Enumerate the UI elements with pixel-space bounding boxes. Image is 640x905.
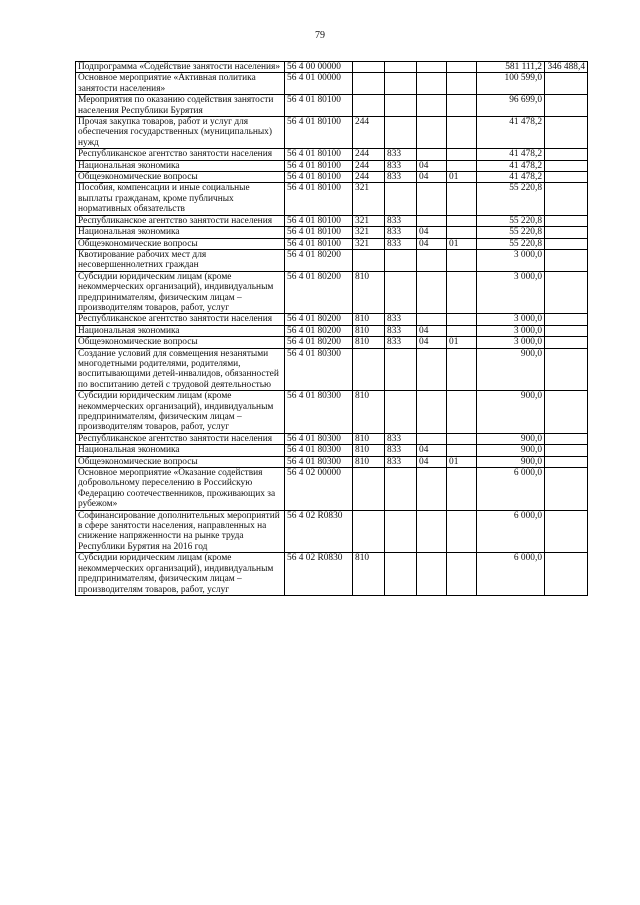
amount-cell: 3 000,0 [477,325,545,336]
amount-next-year-cell [545,249,588,271]
row-name-cell: Национальная экономика [76,227,285,238]
table-row [76,160,588,171]
row-name-cell: Национальная экономика [76,445,285,456]
section-code-cell [417,468,447,511]
table-row [76,215,588,226]
amount-next-year-cell [545,95,588,117]
table-row [76,553,588,596]
subsection-code-cell [447,95,477,117]
target-article-code-cell: 56 4 01 80200 [285,337,353,348]
expense-type-code-cell: 321 [353,215,385,226]
table-row [76,348,588,391]
section-code-cell [417,391,447,434]
expense-type-code-cell [353,249,385,271]
subsection-code-cell [447,227,477,238]
expense-type-code-cell: 810 [353,391,385,434]
target-article-code-cell: 56 4 01 80100 [285,238,353,249]
amount-cell: 96 699,0 [477,95,545,117]
amount-next-year-cell [545,337,588,348]
amount-cell: 900,0 [477,348,545,391]
amount-cell: 900,0 [477,391,545,434]
table-row [76,95,588,117]
table-row [76,172,588,183]
section-code-cell [417,149,447,160]
subsection-code-cell [447,325,477,336]
subsection-code-cell [447,510,477,553]
expense-type-code-cell: 321 [353,238,385,249]
administrator-code-cell: 833 [385,433,417,444]
subsection-code-cell [447,160,477,171]
administrator-code-cell [385,271,417,314]
section-code-cell [417,183,447,215]
section-code-cell [417,62,447,73]
amount-cell: 6 000,0 [477,553,545,596]
expense-type-code-cell [353,73,385,95]
budget-table [75,61,588,596]
subsection-code-cell [447,117,477,149]
row-name-cell: Республиканское агентство занятости населения [76,314,285,325]
table-row [76,271,588,314]
section-code-cell: 04 [417,160,447,171]
administrator-code-cell: 833 [385,314,417,325]
target-article-code-cell: 56 4 01 80100 [285,227,353,238]
expense-type-code-cell [353,62,385,73]
amount-next-year-cell [545,215,588,226]
amount-next-year-cell [545,348,588,391]
amount-next-year-cell [545,510,588,553]
row-name-cell: Прочая закупка товаров, работ и услуг для обеспечения государственных (муниципальных) нужд [76,117,285,149]
target-article-code-cell: 56 4 01 80200 [285,271,353,314]
table-row [76,510,588,553]
amount-next-year-cell [545,117,588,149]
budget-table-body [76,62,588,596]
target-article-code-cell: 56 4 01 00000 [285,73,353,95]
target-article-code-cell: 56 4 02 R0830 [285,553,353,596]
target-article-code-cell: 56 4 01 80300 [285,456,353,467]
amount-cell: 55 220,8 [477,215,545,226]
amount-next-year-cell [545,183,588,215]
subsection-code-cell [447,468,477,511]
amount-cell: 41 478,2 [477,117,545,149]
row-name-cell: Общеэкономические вопросы [76,172,285,183]
expense-type-code-cell: 321 [353,183,385,215]
amount-cell: 55 220,8 [477,227,545,238]
target-article-code-cell: 56 4 01 80100 [285,160,353,171]
subsection-code-cell [447,249,477,271]
amount-cell: 6 000,0 [477,468,545,511]
target-article-code-cell: 56 4 01 80100 [285,172,353,183]
amount-next-year-cell [545,314,588,325]
table-row [76,183,588,215]
administrator-code-cell: 833 [385,456,417,467]
subsection-code-cell: 01 [447,456,477,467]
section-code-cell: 04 [417,172,447,183]
expense-type-code-cell: 321 [353,227,385,238]
table-row [76,337,588,348]
target-article-code-cell: 56 4 01 80100 [285,117,353,149]
target-article-code-cell: 56 4 01 80300 [285,348,353,391]
administrator-code-cell: 833 [385,215,417,226]
subsection-code-cell [447,553,477,596]
expense-type-code-cell [353,95,385,117]
row-name-cell: Подпрограмма «Содействие занятости населения» [76,62,285,73]
section-code-cell [417,249,447,271]
row-name-cell: Национальная экономика [76,160,285,171]
table-row [76,149,588,160]
table-row [76,468,588,511]
table-row [76,117,588,149]
administrator-code-cell [385,183,417,215]
table-row [76,314,588,325]
amount-next-year-cell [545,456,588,467]
administrator-code-cell: 833 [385,337,417,348]
amount-next-year-cell [545,172,588,183]
row-name-cell: Общеэкономические вопросы [76,456,285,467]
amount-cell: 6 000,0 [477,510,545,553]
section-code-cell [417,553,447,596]
table-row [76,391,588,434]
table-row [76,433,588,444]
expense-type-code-cell: 810 [353,456,385,467]
row-name-cell: Создание условий для совмещения незанятыми многодетными родителями, родителями, воспитывающими детей-инвалидов, обязанностей по воспитанию детей с трудовой деятельностью [76,348,285,391]
administrator-code-cell: 833 [385,445,417,456]
subsection-code-cell [447,183,477,215]
section-code-cell [417,510,447,553]
target-article-code-cell: 56 4 01 80300 [285,433,353,444]
amount-next-year-cell [545,445,588,456]
expense-type-code-cell [353,468,385,511]
amount-cell: 3 000,0 [477,249,545,271]
expense-type-code-cell: 810 [353,553,385,596]
table-row [76,238,588,249]
amount-next-year-cell [545,149,588,160]
section-code-cell [417,95,447,117]
amount-cell: 3 000,0 [477,271,545,314]
subsection-code-cell [447,391,477,434]
administrator-code-cell: 833 [385,160,417,171]
row-name-cell: Основное мероприятие «Активная политика занятости населения» [76,73,285,95]
row-name-cell: Республиканское агентство занятости населения [76,433,285,444]
page-number: 79 [315,30,325,41]
row-name-cell: Мероприятия по оказанию содействия занятости населения Республики Бурятия [76,95,285,117]
subsection-code-cell [447,433,477,444]
amount-cell: 3 000,0 [477,337,545,348]
table-row [76,249,588,271]
expense-type-code-cell: 244 [353,117,385,149]
row-name-cell: Квотирование рабочих мест для несовершеннолетних граждан [76,249,285,271]
section-code-cell: 04 [417,445,447,456]
section-code-cell [417,348,447,391]
amount-next-year-cell [545,391,588,434]
target-article-code-cell: 56 4 01 80100 [285,215,353,226]
target-article-code-cell: 56 4 01 80100 [285,149,353,160]
administrator-code-cell [385,391,417,434]
amount-cell: 41 478,2 [477,160,545,171]
administrator-code-cell: 833 [385,149,417,160]
amount-cell: 581 111,2 [477,62,545,73]
amount-next-year-cell [545,227,588,238]
expense-type-code-cell [353,510,385,553]
amount-cell: 3 000,0 [477,314,545,325]
expense-type-code-cell [353,348,385,391]
row-name-cell: Субсидии юридическим лицам (кроме некоммерческих организаций), индивидуальным предпринимателям, физическим лицам – производителям товаров, работ, услуг [76,391,285,434]
section-code-cell: 04 [417,238,447,249]
row-name-cell: Софинансирование дополнительных мероприятий в сфере занятости населения, направленных на снижение напряженности на рынке труда Республики Бурятия на 2016 год [76,510,285,553]
table-row [76,73,588,95]
section-code-cell [417,271,447,314]
target-article-code-cell: 56 4 01 80300 [285,445,353,456]
amount-next-year-cell [545,160,588,171]
target-article-code-cell: 56 4 02 00000 [285,468,353,511]
amount-cell: 55 220,8 [477,238,545,249]
section-code-cell: 04 [417,325,447,336]
target-article-code-cell: 56 4 01 80100 [285,183,353,215]
table-row [76,325,588,336]
row-name-cell: Субсидии юридическим лицам (кроме некоммерческих организаций), индивидуальным предпринимателям, физическим лицам – производителям товаров, работ, услуг [76,271,285,314]
expense-type-code-cell: 810 [353,433,385,444]
table-row [76,62,588,73]
expense-type-code-cell: 810 [353,271,385,314]
administrator-code-cell [385,553,417,596]
amount-cell: 55 220,8 [477,183,545,215]
administrator-code-cell [385,62,417,73]
row-name-cell: Республиканское агентство занятости населения [76,215,285,226]
expense-type-code-cell: 810 [353,445,385,456]
administrator-code-cell [385,510,417,553]
row-name-cell: Пособия, компенсации и иные социальные выплаты гражданам, кроме публичных нормативных обязательств [76,183,285,215]
table-row [76,456,588,467]
row-name-cell: Общеэкономические вопросы [76,238,285,249]
amount-next-year-cell [545,325,588,336]
section-code-cell: 04 [417,227,447,238]
expense-type-code-cell: 810 [353,314,385,325]
target-article-code-cell: 56 4 01 80300 [285,391,353,434]
target-article-code-cell: 56 4 02 R0830 [285,510,353,553]
target-article-code-cell: 56 4 01 80200 [285,314,353,325]
amount-next-year-cell [545,433,588,444]
target-article-code-cell: 56 4 01 80200 [285,249,353,271]
subsection-code-cell [447,62,477,73]
amount-next-year-cell [545,271,588,314]
administrator-code-cell [385,468,417,511]
administrator-code-cell: 833 [385,325,417,336]
expense-type-code-cell: 244 [353,172,385,183]
section-code-cell [417,215,447,226]
section-code-cell: 04 [417,337,447,348]
subsection-code-cell [447,73,477,95]
administrator-code-cell: 833 [385,238,417,249]
amount-next-year-cell: 346 488,4 [545,62,588,73]
amount-cell: 100 599,0 [477,73,545,95]
expense-type-code-cell: 244 [353,160,385,171]
expense-type-code-cell: 810 [353,337,385,348]
amount-cell: 900,0 [477,456,545,467]
amount-cell: 900,0 [477,445,545,456]
amount-next-year-cell [545,468,588,511]
subsection-code-cell [447,149,477,160]
amount-cell: 41 478,2 [477,149,545,160]
subsection-code-cell: 01 [447,337,477,348]
target-article-code-cell: 56 4 00 00000 [285,62,353,73]
administrator-code-cell [385,95,417,117]
section-code-cell [417,314,447,325]
section-code-cell [417,117,447,149]
administrator-code-cell: 833 [385,172,417,183]
administrator-code-cell [385,73,417,95]
section-code-cell: 04 [417,456,447,467]
administrator-code-cell [385,249,417,271]
administrator-code-cell [385,348,417,391]
administrator-code-cell: 833 [385,227,417,238]
subsection-code-cell [447,445,477,456]
target-article-code-cell: 56 4 01 80100 [285,95,353,117]
subsection-code-cell [447,271,477,314]
row-name-cell: Субсидии юридическим лицам (кроме некоммерческих организаций), индивидуальным предпринимателям, физическим лицам – производителям товаров, работ, услуг [76,553,285,596]
administrator-code-cell [385,117,417,149]
amount-next-year-cell [545,73,588,95]
target-article-code-cell: 56 4 01 80200 [285,325,353,336]
amount-cell: 900,0 [477,433,545,444]
amount-cell: 41 478,2 [477,172,545,183]
table-row [76,227,588,238]
subsection-code-cell: 01 [447,172,477,183]
row-name-cell: Национальная экономика [76,325,285,336]
section-code-cell [417,433,447,444]
subsection-code-cell: 01 [447,238,477,249]
amount-next-year-cell [545,553,588,596]
expense-type-code-cell: 244 [353,149,385,160]
expense-type-code-cell: 810 [353,325,385,336]
subsection-code-cell [447,215,477,226]
table-row [76,445,588,456]
subsection-code-cell [447,314,477,325]
section-code-cell [417,73,447,95]
row-name-cell: Основное мероприятие «Оказание содействия добровольному переселению в Российскую Федерацию соотечественников, проживающих за рубежом» [76,468,285,511]
row-name-cell: Республиканское агентство занятости населения [76,149,285,160]
subsection-code-cell [447,348,477,391]
row-name-cell: Общеэкономические вопросы [76,337,285,348]
amount-next-year-cell [545,238,588,249]
